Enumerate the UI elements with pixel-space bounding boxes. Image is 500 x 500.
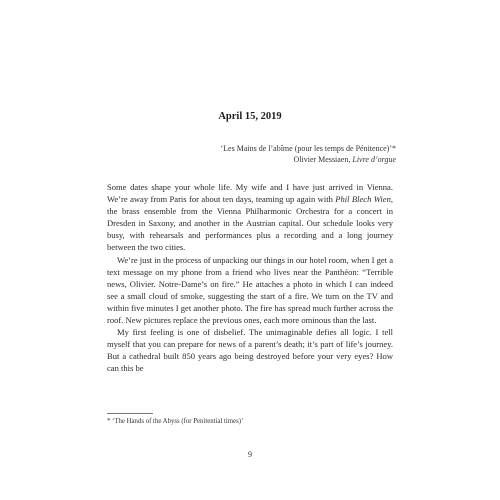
epigraph-work: Livre d’orgue (352, 155, 396, 164)
chapter-heading: April 15, 2019 (218, 111, 282, 122)
footnote-divider (107, 413, 153, 414)
paragraph-2: We’re just in the process of unpacking our things in our hotel room, when I get a text message on my phone from a friend who lives near the Panthéon: “Terrible news, Olivier. Notre-Dame’s on fire.” He attaches a photo in which I can indeed see a small cloud of smoke, suggesting the start of a fire. We turn on the TV and within five minutes I get another photo. The fire has spread much further across the roof. New pictures replace the previous ones, each more ominous than the last. (107, 254, 393, 326)
epigraph (221, 143, 397, 165)
page-number: 9 (248, 450, 252, 459)
paragraph-3: My first feeling is one of disbelief. The unimaginable defies all logic. I tell myself that you can prepare for news of a parent’s death; it’s part of life’s journey. But a cathedral built 850 years ago being destroyed before your very eyes? How can this be (107, 327, 393, 374)
epigraph-attribution (221, 154, 397, 165)
footnote: * ‘The Hands of the Abyss (for Penitential times)’ (107, 418, 244, 425)
ensemble-name: Phil Blech Wien (335, 194, 391, 205)
epigraph-author: Olivier Messiaen, (293, 155, 353, 164)
body-text (107, 181, 393, 375)
epigraph-quote: ‘Les Mains de l’abîme (pour les temps de Pénitence)’* (220, 144, 396, 153)
paragraph-1: Some dates shape your whole life. My wife and I have just arrived in Vienna. We’re away from Paris for about ten days, teaming up again with Phil Blech Wien, the brass ensemble from the Vienna Philharmonic Orchestra for a concert in Dresden in Saxony, and another in the Austrian capital. Our schedule looks very busy, with rehearsals and performances plus a recording and a long journey between the two cities. (107, 182, 394, 253)
